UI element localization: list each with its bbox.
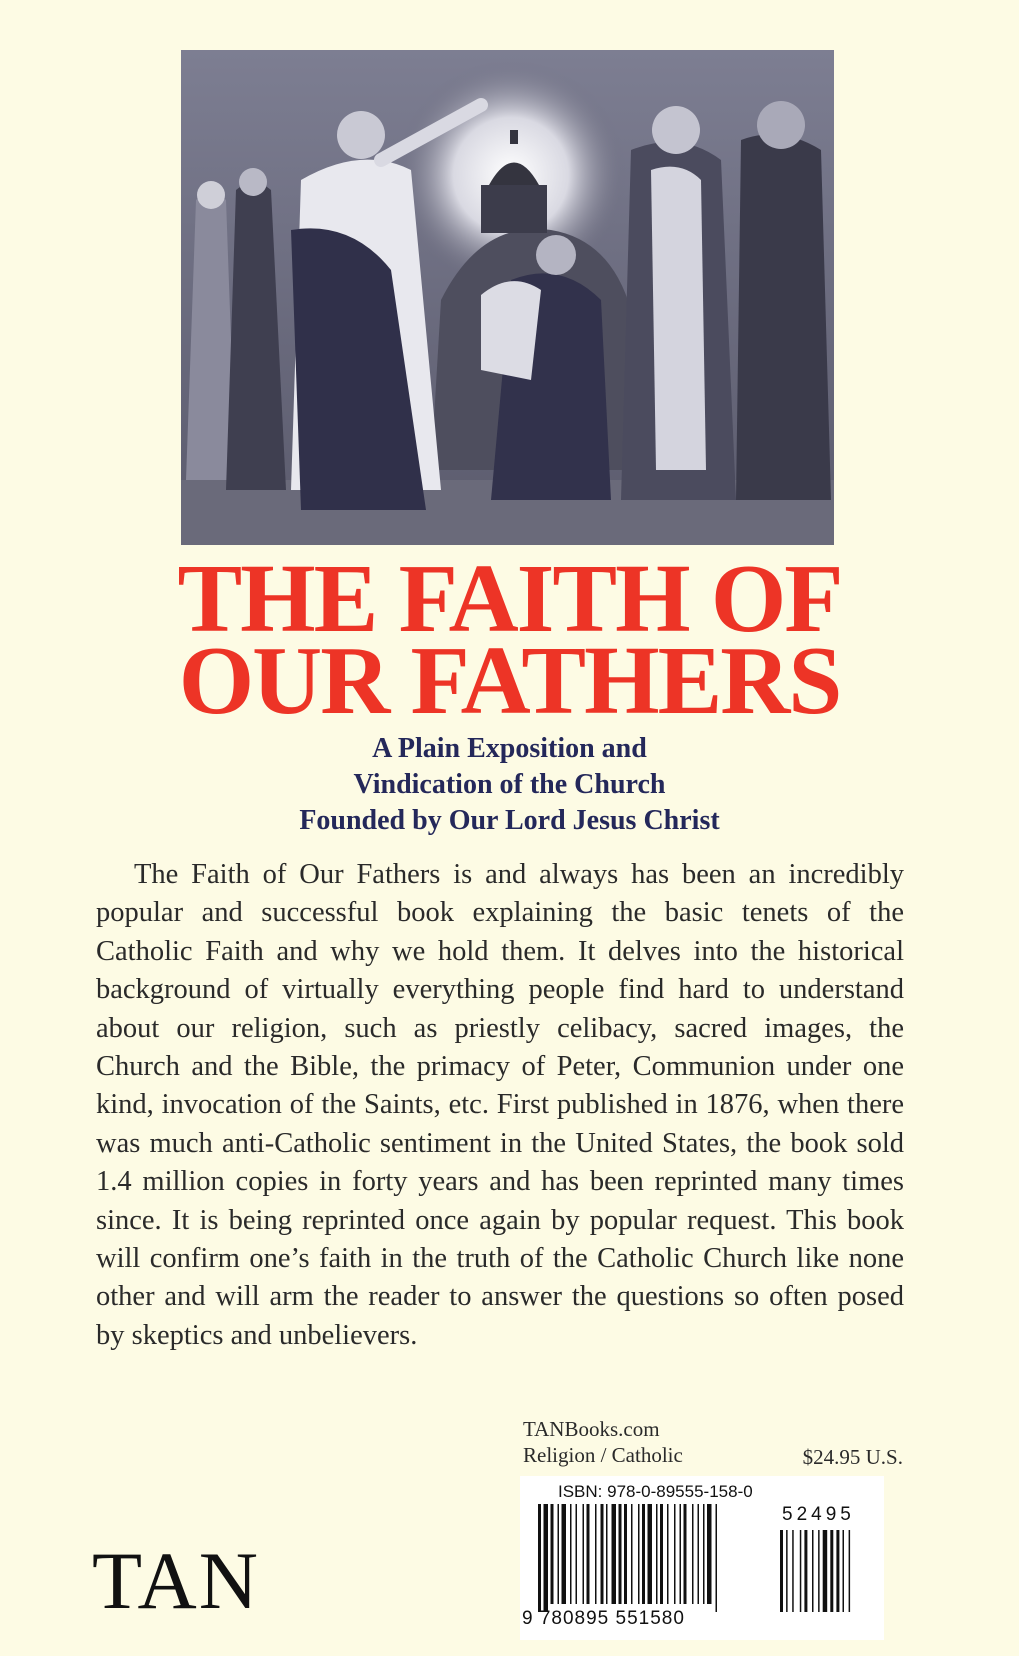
barcode-addon-bar [843, 1530, 845, 1612]
barcode-addon-bar [836, 1530, 839, 1612]
barcode-bar [583, 1504, 585, 1604]
barcode-addon-bar [804, 1530, 807, 1612]
book-subtitle-line-2: Vindication of the Church [353, 769, 666, 800]
book-title [0, 545, 1019, 734]
publisher-website: TANBooks.com [523, 1417, 660, 1441]
barcode-bar [692, 1504, 694, 1604]
book-category: Religion / Catholic [523, 1443, 683, 1467]
barcode-bar [558, 1504, 560, 1604]
barcode-bar [619, 1504, 622, 1604]
barcode-bar [551, 1504, 554, 1604]
barcode-addon-bar [792, 1530, 794, 1612]
barcode-bar [642, 1504, 645, 1604]
barcode-bar [703, 1504, 705, 1604]
cover-illustration [181, 50, 834, 545]
barcode-bar [648, 1504, 653, 1604]
barcode-bar [631, 1504, 633, 1604]
barcode-addon-bar [823, 1530, 828, 1612]
barcode-bar [660, 1504, 663, 1604]
isbn-label: ISBN: 978-0-89555-158-0 [558, 1482, 753, 1501]
barcode-bar [674, 1504, 676, 1604]
barcode-bar [612, 1504, 617, 1604]
barcode-addon-bar [780, 1530, 783, 1612]
barcode-bar [656, 1504, 658, 1604]
barcode-addon-bar [818, 1530, 820, 1612]
barcode-bar [716, 1504, 718, 1612]
book-subtitle-line-3: Founded by Our Lord Jesus Christ [299, 805, 720, 836]
barcode-price-code: 52495 [782, 1504, 855, 1525]
barcode-panel [520, 1476, 884, 1640]
barcode-bar [667, 1504, 669, 1604]
barcode-addon-bar [786, 1530, 788, 1612]
barcode-bar [595, 1504, 597, 1604]
barcode-bar [707, 1504, 712, 1604]
barcode-bar [684, 1504, 687, 1604]
barcode-bar [576, 1504, 578, 1604]
barcode-addon-bar [849, 1530, 851, 1612]
barcode-bar [638, 1504, 640, 1604]
barcode-addon-bar [812, 1530, 814, 1612]
barcode-addon-bar [830, 1530, 833, 1612]
barcode-bar [544, 1504, 549, 1612]
barcode-digits: 9 780895 551580 [522, 1608, 685, 1629]
barcode-bar [698, 1504, 700, 1604]
barcode-bar [562, 1504, 567, 1604]
barcode-bar [601, 1504, 604, 1604]
book-title-line-1: THE FAITH OF [177, 545, 842, 652]
book-price: $24.95 U.S. [802, 1445, 903, 1469]
barcode-bar [606, 1504, 608, 1604]
barcode-addon-bar [800, 1530, 802, 1612]
barcode-bar [680, 1504, 682, 1604]
book-description: The Faith of Our Fathers is and always has been an incredibly popular and successful book explaining the basic tenets of the Catholic Faith and why we hold them. It delves into the historical background of virtually everything people find hard to understand about our religion, such as priestly celibacy, sacred images, the Church and the Bible, the primacy of Peter, Communion under one kind, invocation of the Saints, etc. First published in 1876, when there was much anti-Catholic sentiment in the United States, the book sold 1.4 million copies in forty years and has been reprinted many times since. It is being reprinted once again by popular request. This book will confirm one’s faith in the truth of the Catholic Church like none other and will arm the reader to answer the questions so often posed by skeptics and unbelievers. [96, 859, 904, 1351]
barcode-bar [587, 1504, 590, 1604]
illustration-art [181, 50, 834, 545]
barcode-bar [538, 1504, 541, 1612]
publisher-logo: TAN [92, 1535, 260, 1626]
barcode-bar [624, 1504, 627, 1604]
book-subtitle-line-1: A Plain Exposition and [372, 733, 647, 764]
book-title-line-2: OUR FATHERS [178, 627, 841, 734]
barcode-bar [570, 1504, 572, 1604]
book-subtitle [0, 731, 1019, 839]
